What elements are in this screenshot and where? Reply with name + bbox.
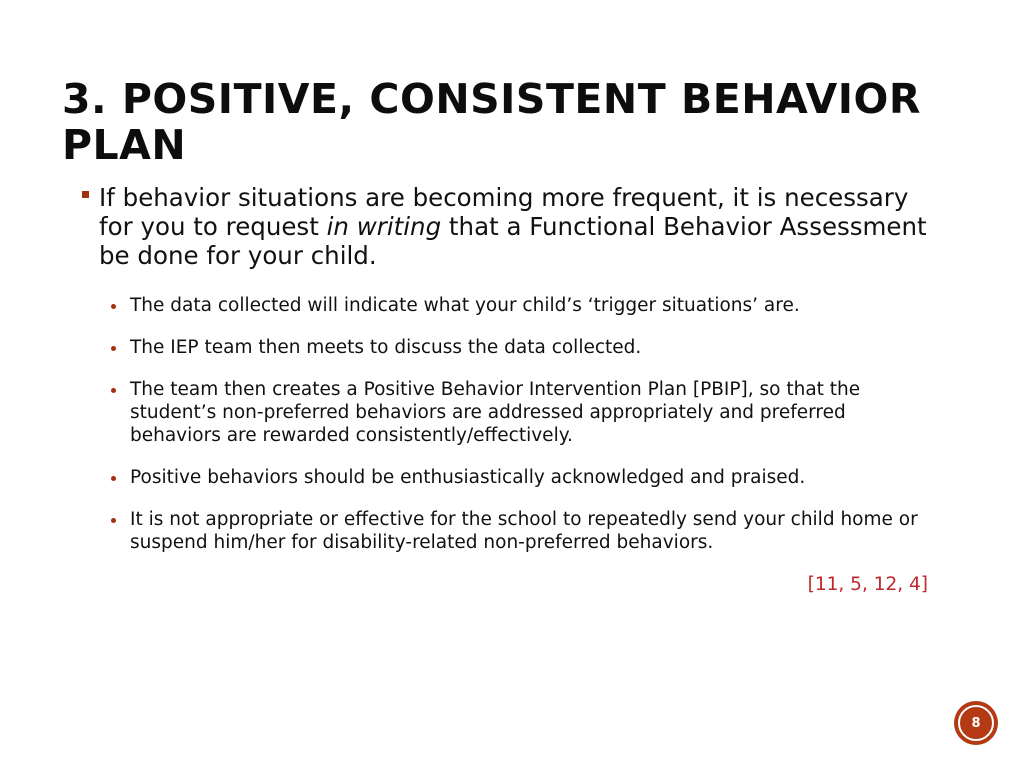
sub-bullet-text: The data collected will indicate what your child’s ‘trigger situations’ are. <box>130 295 800 316</box>
main-bullet-emphasis: in writing <box>326 212 442 241</box>
sub-bullet-item <box>130 378 930 447</box>
dot-bullet-icon <box>111 388 116 393</box>
sub-bullet-item <box>130 336 930 359</box>
sub-bullet-item <box>130 466 930 489</box>
sub-bullet-text: Positive behaviors should be enthusiastically acknowledged and praised. <box>130 467 806 488</box>
sub-bullet-text: The IEP team then meets to discuss the data collected. <box>130 337 642 358</box>
main-bullet-text: If behavior situations are becoming more frequent, it is necessary for you to request <box>99 183 909 241</box>
main-bullet <box>99 183 939 270</box>
slide-number: 8 <box>971 715 981 731</box>
sub-bullet-item <box>130 294 930 317</box>
slide-title: 3. POSITIVE, CONSISTENT BEHAVIOR PLAN <box>62 75 921 169</box>
dot-bullet-icon <box>111 346 116 351</box>
main-bullet-text-end: that a Functional Behavior Assessment be done for your child. <box>99 212 927 270</box>
sub-bullet-item <box>130 508 930 554</box>
citation: [11, 5, 12, 4] <box>807 574 928 595</box>
sub-bullet-text: It is not appropriate or effective for the school to repeatedly send your child home or suspend him/her for disability-related non-preferred behaviors. <box>130 509 918 553</box>
sub-bullet-list <box>130 294 930 573</box>
slide-number-badge <box>954 701 998 745</box>
dot-bullet-icon <box>111 476 116 481</box>
dot-bullet-icon <box>111 518 116 523</box>
square-bullet-icon <box>82 191 89 198</box>
dot-bullet-icon <box>111 304 116 309</box>
sub-bullet-text: The team then creates a Positive Behavior Intervention Plan [PBIP], so that the student’s non-preferred behaviors are addressed appropriately and preferred behaviors are rewarded consistently/effectively. <box>130 379 861 446</box>
